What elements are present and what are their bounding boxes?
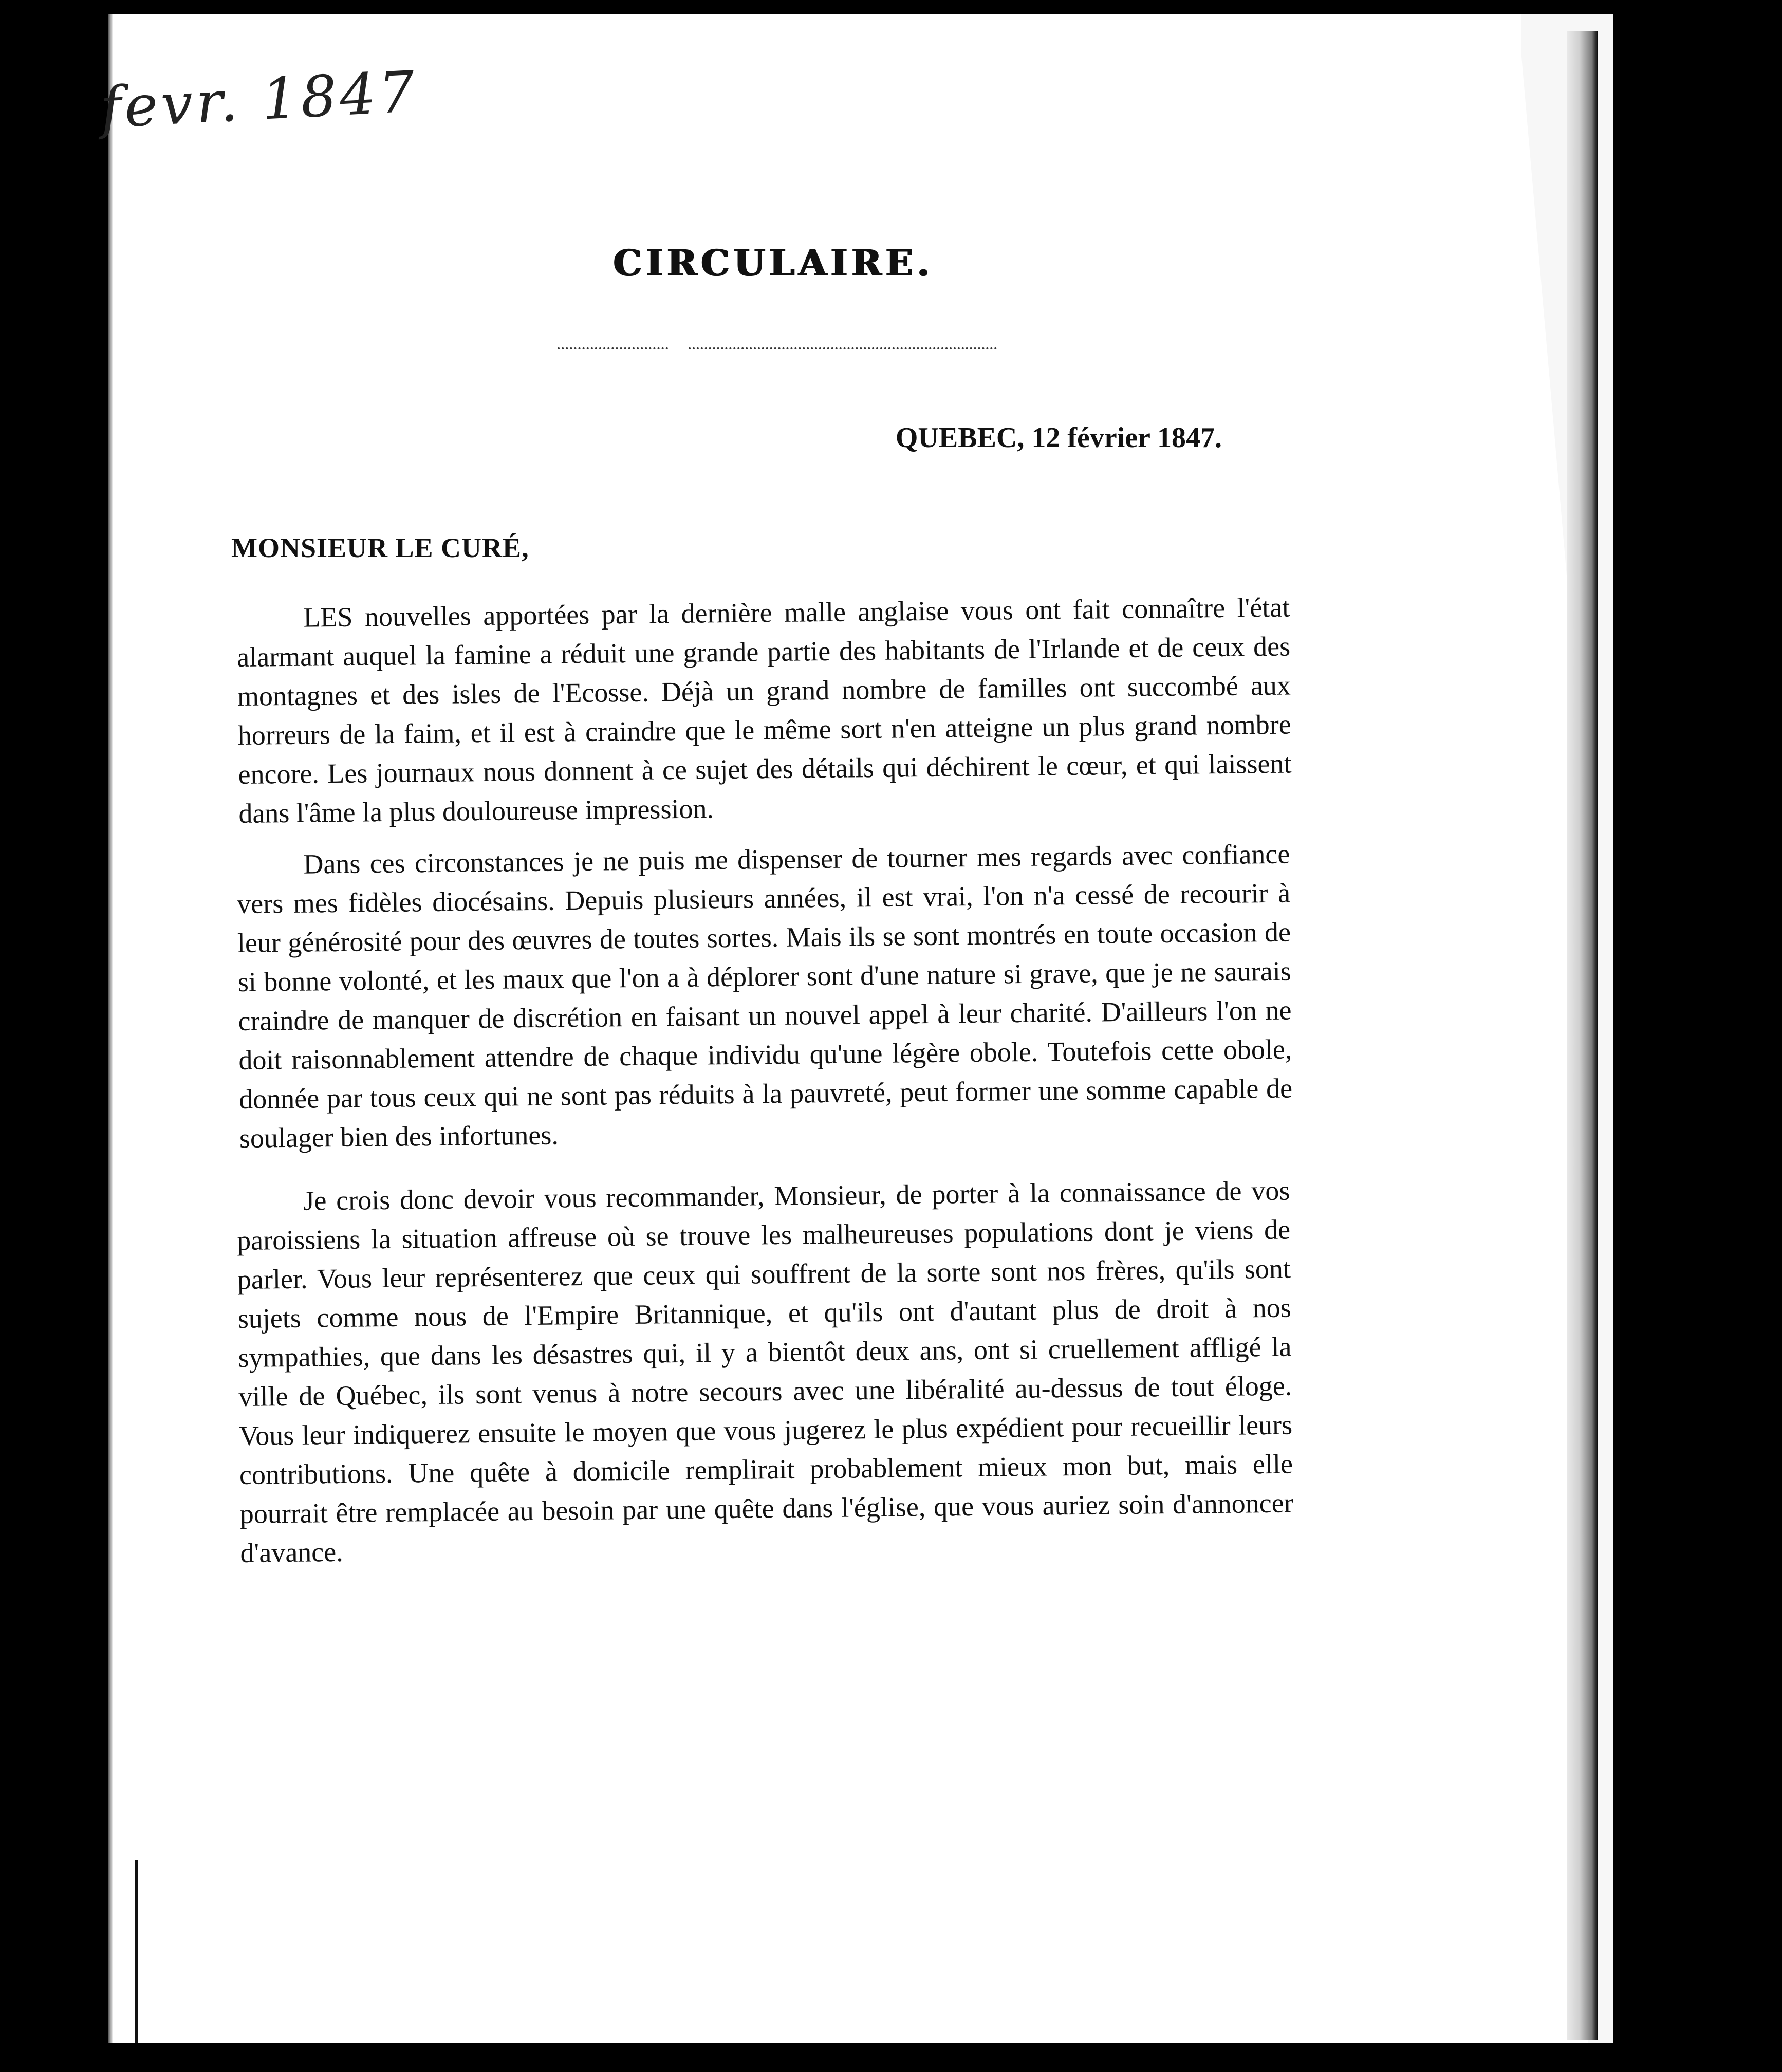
handwritten-date-note: fevr. 1847	[99, 58, 420, 141]
title-rule-right	[689, 347, 997, 349]
scan-border-bottom	[0, 2043, 1782, 2072]
dateline: QUEBEC, 12 février 1847.	[895, 422, 1222, 454]
document-title: CIRCULAIRE.	[613, 242, 934, 284]
page-edge-shadow	[1567, 31, 1598, 2040]
scan-border-top	[0, 0, 1782, 14]
left-margin-strip	[108, 14, 113, 2043]
paragraph-3: Je crois donc devoir vous recommander, Monsieur, de porter à la connaissance de vos paroissiens la situation affreuse où se trouve les malheureuses populations dont je viens de parler. Vous leur représenterez que ceux qui souffrent de la sorte sont nos frères, qu'ils sont sujets comme nous de l'Empire Britannique, et qu'ils ont d'autant plus de droit à nos sympathies, que dans les désastres qui, il y a bientôt deux ans, ont si cruellement affligé la ville de Québec, ils sont venus à notre secours avec une libéralité au-dessus de tout éloge. Vous leur indiquerez ensuite le moyen que vous jugerez le plus expédient pour recueillir leurs contributions. Une quête à domicile remplirait probablement mieux mon but, mais elle pourrait être remplacée au besoin par une quête dans l'église, que vous auriez soin d'annoncer d'avance.	[236, 1175, 1293, 1568]
salutation: MONSIEUR LE CURÉ,	[231, 532, 529, 563]
scan-border-left	[0, 0, 108, 2072]
title-rule-left	[558, 347, 668, 349]
fold-line	[135, 1860, 138, 2043]
scan-border-right	[1613, 0, 1782, 2072]
paragraph-2: Dans ces circonstances je ne puis me dispenser de tourner mes regards avec confiance vers mes fidèles diocésains. Depuis plusieurs années, il est vrai, l'on n'a cessé de recourir à leur générosité pour des œuvres de toutes sortes. Mais ils se sont montrés en toute occasion de si bonne volonté, et les maux que l'on a à déplorer sont d'une nature si grave, que je ne saurais craindre de manquer de discrétion en faisant un nouvel appel à leur charité. D'ailleurs l'on ne doit raisonnablement attendre de chaque individu qu'une légère obole. Toutefois cette obole, donnée par tous ceux qui ne sont pas réduits à la pauvreté, peut former une somme capable de soulager bien des infortunes.	[236, 838, 1293, 1154]
paragraph-1: LES nouvelles apportées par la dernière malle anglaise vous ont fait connaître l'état alarmant auquel la famine a réduit une grande partie des habitants de l'Irlande et de ceux des montagnes et des isles de l'Ecosse. Déjà un grand nombre de familles ont succombé aux horreurs de la faim, et il est à craindre que le même sort n'en atteigne un plus grand nombre encore. Les journaux nous donnent à ce sujet des détails qui déchirent le cœur, et qui laissent dans l'âme la plus douloureuse impression.	[236, 591, 1292, 829]
